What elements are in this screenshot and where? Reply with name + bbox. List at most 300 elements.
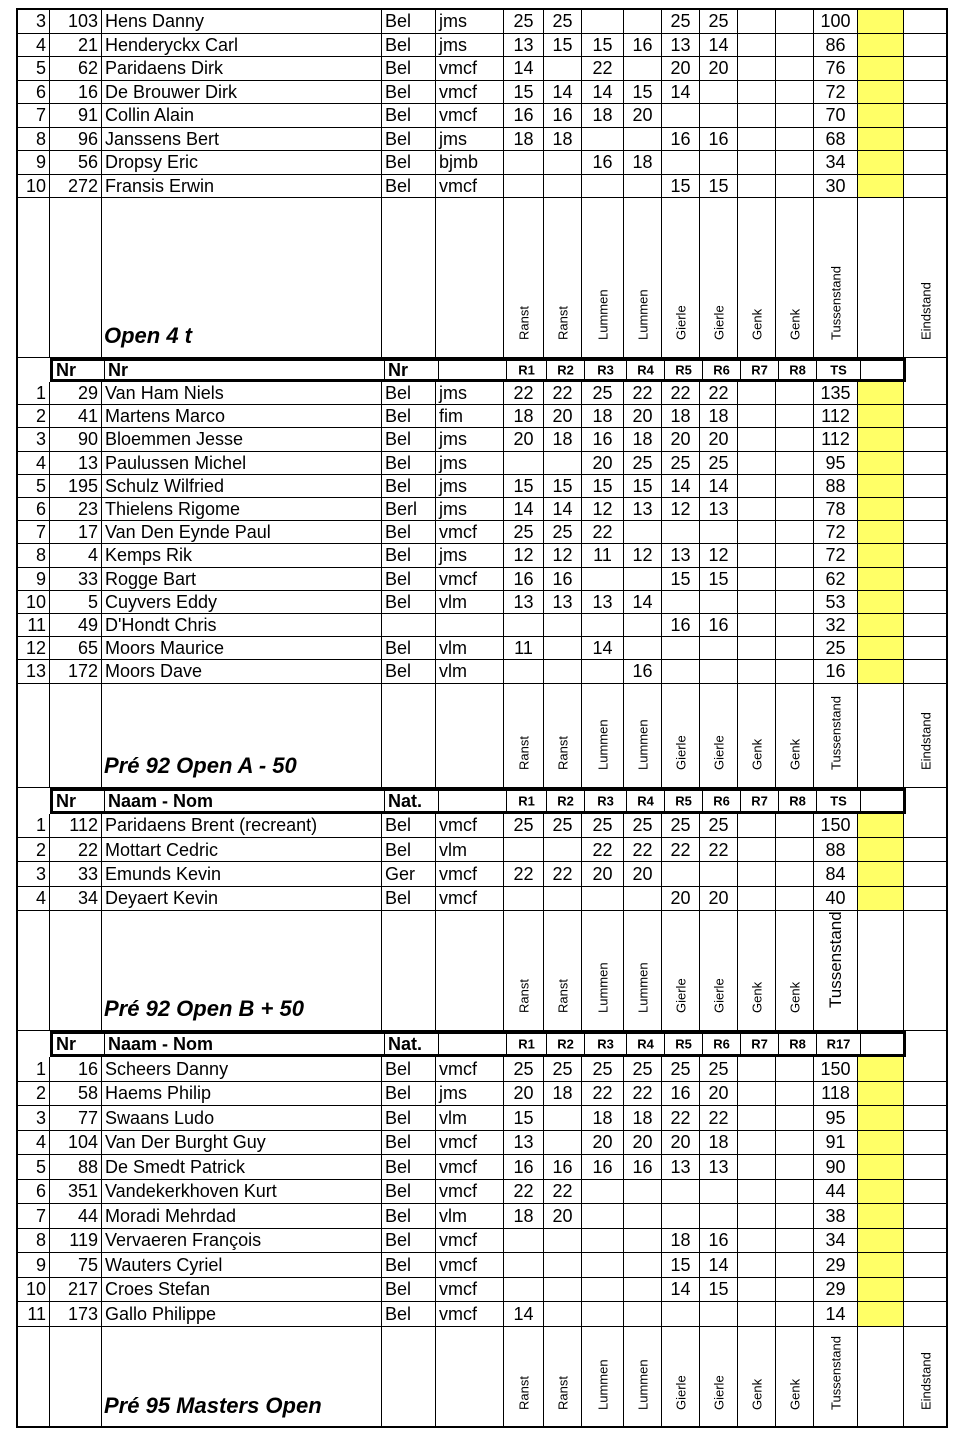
header-nr-text: Nr xyxy=(56,361,77,379)
row-cell-final xyxy=(904,660,948,682)
row-cell-nat xyxy=(382,57,436,80)
row-cell-r4 xyxy=(624,57,662,80)
row-cell-name xyxy=(102,1057,382,1081)
row-cell-highlight xyxy=(858,1155,904,1179)
row-cell-r2 xyxy=(544,57,582,80)
row-cell-rank-text: 1 xyxy=(35,383,46,404)
row-cell-r6 xyxy=(700,382,738,404)
row-cell-r3 xyxy=(582,568,624,590)
row-cell-rank-text: 6 xyxy=(35,81,46,102)
title-cell-highlight xyxy=(858,198,904,357)
row-cell-ts-text: 53 xyxy=(825,591,846,612)
row-cell-ts-text: 34 xyxy=(825,1230,846,1251)
row-cell-r5 xyxy=(662,1302,700,1326)
row-cell-nr-text: 119 xyxy=(69,1230,98,1251)
row-cell-nr-text: 29 xyxy=(77,383,98,404)
header-r6 xyxy=(703,361,741,379)
row-cell-r2 xyxy=(544,637,582,659)
row-cell-r2-text: 25 xyxy=(552,1058,573,1079)
row-cell-r6 xyxy=(700,1302,738,1326)
row-cell-club-text: vmcf xyxy=(439,1058,477,1079)
row-cell-r5 xyxy=(662,544,700,566)
row-cell-r5 xyxy=(662,1180,700,1204)
row-cell-r7 xyxy=(738,1229,776,1253)
venue-label: Ranst xyxy=(516,306,531,340)
row-cell-nat-text: Bel xyxy=(385,1107,412,1128)
row-cell-r3-text: 18 xyxy=(592,406,613,427)
row-cell-rank xyxy=(18,1278,50,1302)
row-cell-r8 xyxy=(776,521,814,543)
row-cell-nat xyxy=(382,104,436,127)
row-cell-name-text: Scheers Danny xyxy=(105,1058,229,1079)
row-cell-final xyxy=(904,1253,948,1277)
row-cell-r1 xyxy=(504,34,544,57)
row-cell-club-text: vmcf xyxy=(439,864,477,885)
row-cell-rank xyxy=(18,34,50,57)
row-cell-r3 xyxy=(582,1302,624,1326)
header-name xyxy=(105,791,385,811)
title-cell-r4 xyxy=(624,198,662,357)
row-cell-rank xyxy=(18,568,50,590)
row-cell-r5-text: 20 xyxy=(670,888,691,909)
row-cell-r3-text: 15 xyxy=(592,34,613,55)
row-cell-r6-text: 18 xyxy=(708,406,729,427)
row-cell-r5 xyxy=(662,128,700,151)
venue-label: Genk xyxy=(749,1378,764,1410)
row-cell-nr-text: 173 xyxy=(67,1303,98,1324)
row-cell-r6 xyxy=(700,838,738,861)
row-cell-r8 xyxy=(776,614,814,636)
tussenstand-label: Tussenstand xyxy=(828,266,843,340)
row-cell-r6-text: 15 xyxy=(708,1279,729,1300)
row-cell-r1-text: 20 xyxy=(513,429,534,450)
row-cell-r6-text: 12 xyxy=(708,545,729,566)
table-row xyxy=(18,428,946,451)
row-cell-r6 xyxy=(700,887,738,910)
row-cell-r5 xyxy=(662,428,700,450)
row-cell-club xyxy=(436,862,504,885)
row-cell-ts-text: 62 xyxy=(825,568,846,589)
header-r5 xyxy=(665,361,703,379)
row-cell-r8 xyxy=(776,637,814,659)
row-cell-r3 xyxy=(582,34,624,57)
row-cell-r1-text: 22 xyxy=(513,864,534,885)
row-cell-r3 xyxy=(582,1082,624,1106)
header-row xyxy=(50,788,906,814)
row-cell-r2 xyxy=(544,104,582,127)
header-r6-text: R6 xyxy=(713,793,730,809)
row-cell-r1-text: 14 xyxy=(513,58,534,79)
title-cell-nat xyxy=(382,684,436,787)
row-cell-r6-text: 14 xyxy=(708,1254,729,1275)
row-cell-nat xyxy=(382,1106,436,1130)
row-cell-ts xyxy=(814,175,858,198)
row-cell-nr-text: 34 xyxy=(77,888,98,909)
row-cell-r2-text: 22 xyxy=(552,383,573,404)
row-cell-rank xyxy=(18,591,50,613)
table-row xyxy=(18,1302,946,1327)
row-cell-club xyxy=(436,57,504,80)
row-cell-club-text: vmcf xyxy=(439,1254,477,1275)
row-cell-name xyxy=(102,660,382,682)
row-cell-r4-text: 25 xyxy=(632,815,653,836)
row-cell-nr xyxy=(50,175,102,198)
table-row xyxy=(18,1253,946,1278)
row-cell-rank-text: 9 xyxy=(35,568,46,589)
row-cell-highlight xyxy=(858,452,904,474)
title-cell-r3 xyxy=(582,1327,624,1427)
venue-label: Lummen xyxy=(595,962,610,1014)
row-cell-r1 xyxy=(504,568,544,590)
row-cell-nat xyxy=(382,34,436,57)
title-cell-r1 xyxy=(504,1327,544,1427)
row-cell-nat-text: Bel xyxy=(385,128,412,149)
row-cell-nat-text: Berl xyxy=(385,499,418,520)
row-cell-r4 xyxy=(624,862,662,885)
row-cell-r4-text: 20 xyxy=(632,864,653,885)
row-cell-nr-text: 33 xyxy=(77,864,98,885)
row-cell-rank xyxy=(18,1082,50,1106)
row-cell-r8 xyxy=(776,498,814,520)
row-cell-ts-text: 68 xyxy=(825,128,846,149)
row-cell-nr xyxy=(50,1155,102,1179)
row-cell-r2-text: 14 xyxy=(552,81,573,102)
row-cell-rank-text: 7 xyxy=(35,105,46,126)
row-cell-r6-text: 13 xyxy=(708,499,729,520)
row-cell-r1 xyxy=(504,887,544,910)
row-cell-r6-text: 14 xyxy=(708,475,729,496)
title-cell-highlight xyxy=(858,1327,904,1427)
row-cell-r1-text: 14 xyxy=(513,499,534,520)
row-cell-r5-text: 25 xyxy=(670,11,691,32)
row-cell-nr-text: 75 xyxy=(77,1254,98,1275)
table-row xyxy=(18,1082,946,1107)
venue-label: Lummen xyxy=(595,1359,610,1410)
row-cell-ts xyxy=(814,1302,858,1326)
row-cell-r7 xyxy=(738,1131,776,1155)
row-cell-name xyxy=(102,128,382,151)
row-cell-nat xyxy=(382,1057,436,1081)
row-cell-r4 xyxy=(624,838,662,861)
row-cell-nr xyxy=(50,637,102,659)
row-cell-r6 xyxy=(700,1106,738,1130)
row-cell-nat-text: Bel xyxy=(385,522,412,543)
row-cell-r1 xyxy=(504,614,544,636)
row-cell-club-text: vmcf xyxy=(439,888,477,909)
row-cell-final xyxy=(904,10,948,33)
row-cell-club xyxy=(436,544,504,566)
row-cell-ts-text: 90 xyxy=(825,1156,846,1177)
header-r2 xyxy=(547,791,585,811)
row-cell-highlight xyxy=(858,10,904,33)
row-cell-r7 xyxy=(738,1155,776,1179)
row-cell-nat xyxy=(382,1204,436,1228)
title-cell-nat xyxy=(382,198,436,357)
row-cell-r1-text: 15 xyxy=(513,81,534,102)
row-cell-r1-text: 25 xyxy=(513,815,534,836)
row-cell-rank xyxy=(18,81,50,104)
row-cell-r7 xyxy=(738,1057,776,1081)
row-cell-r2 xyxy=(544,660,582,682)
row-cell-ts xyxy=(814,382,858,404)
row-cell-name xyxy=(102,1180,382,1204)
row-cell-club-text: jms xyxy=(439,429,467,450)
row-cell-r2-text: 13 xyxy=(552,591,573,612)
title-cell-nat xyxy=(382,1327,436,1427)
row-cell-club-text: jms xyxy=(439,499,467,520)
row-cell-r5 xyxy=(662,452,700,474)
row-cell-ts xyxy=(814,475,858,497)
header-r4 xyxy=(627,791,665,811)
row-cell-rank xyxy=(18,151,50,174)
row-cell-r6 xyxy=(700,151,738,174)
row-cell-r7 xyxy=(738,452,776,474)
row-cell-name-text: Schulz Wilfried xyxy=(105,475,225,496)
row-cell-ts xyxy=(814,10,858,33)
row-cell-final xyxy=(904,814,948,837)
row-cell-r3 xyxy=(582,544,624,566)
row-cell-name-text: De Brouwer Dirk xyxy=(105,81,238,102)
row-cell-r5-text: 14 xyxy=(670,81,691,102)
row-cell-r4 xyxy=(624,452,662,474)
row-cell-nr xyxy=(50,1253,102,1277)
row-cell-rank-text: 3 xyxy=(35,429,46,450)
title-cell-final xyxy=(904,1327,948,1427)
header-r1-text: R1 xyxy=(518,1036,535,1052)
row-cell-r2 xyxy=(544,521,582,543)
row-cell-ts-text: 30 xyxy=(825,175,846,196)
table-row xyxy=(18,568,946,591)
row-cell-rank-text: 4 xyxy=(35,452,46,473)
row-cell-nat-text: Bel xyxy=(385,568,412,589)
row-cell-nr-text: 195 xyxy=(67,475,98,496)
row-cell-r5-text: 25 xyxy=(670,452,691,473)
row-cell-rank xyxy=(18,1131,50,1155)
row-cell-r1 xyxy=(504,637,544,659)
table-row xyxy=(18,544,946,567)
row-cell-r4 xyxy=(624,814,662,837)
row-cell-r4 xyxy=(624,1253,662,1277)
row-cell-r5 xyxy=(662,81,700,104)
row-cell-nr xyxy=(50,838,102,861)
header-club xyxy=(439,1034,507,1054)
row-cell-r6 xyxy=(700,1057,738,1081)
row-cell-ts xyxy=(814,151,858,174)
row-cell-nr xyxy=(50,475,102,497)
venue-label: Genk xyxy=(749,738,764,770)
row-cell-r6-text: 14 xyxy=(708,34,729,55)
row-cell-r5-text: 22 xyxy=(670,839,691,860)
title-cell-nr xyxy=(50,684,102,787)
row-cell-nat-text: Bel xyxy=(385,175,412,196)
row-cell-name-text: Bloemmen Jesse xyxy=(105,429,244,450)
header-r8 xyxy=(779,791,817,811)
venue-label: Ranst xyxy=(555,306,570,340)
row-cell-r4-text: 22 xyxy=(632,383,653,404)
row-cell-r2-text: 22 xyxy=(552,1181,573,1202)
title-cell-r5 xyxy=(662,1327,700,1427)
title-cell-highlight xyxy=(858,684,904,787)
row-cell-r5-text: 14 xyxy=(670,1279,691,1300)
row-cell-r5 xyxy=(662,1278,700,1302)
title-cell-club xyxy=(436,911,504,1030)
title-cell-r2 xyxy=(544,198,582,357)
row-cell-nat-text: Bel xyxy=(385,1303,412,1324)
row-cell-nat-text: Bel xyxy=(385,1156,412,1177)
row-cell-r8 xyxy=(776,1082,814,1106)
row-cell-final xyxy=(904,1278,948,1302)
table-row xyxy=(18,10,946,34)
venue-label: Ranst xyxy=(555,735,570,770)
row-cell-name-text: Croes Stefan xyxy=(105,1279,211,1300)
row-cell-r8 xyxy=(776,151,814,174)
row-cell-r3 xyxy=(582,81,624,104)
row-cell-r2 xyxy=(544,838,582,861)
header-nr xyxy=(53,1034,105,1054)
header-r2-text: R2 xyxy=(557,793,574,809)
row-cell-r6-text: 16 xyxy=(708,128,729,149)
row-cell-r4 xyxy=(624,887,662,910)
row-cell-name-text: Janssens Bert xyxy=(105,128,220,149)
row-cell-final xyxy=(904,1155,948,1179)
row-cell-highlight xyxy=(858,475,904,497)
row-cell-rank-text: 12 xyxy=(25,638,46,659)
row-cell-r5 xyxy=(662,591,700,613)
row-cell-nr-text: 16 xyxy=(77,81,98,102)
row-cell-name-text: Haems Philip xyxy=(105,1083,212,1104)
row-cell-r5-text: 12 xyxy=(670,499,691,520)
table-row xyxy=(18,1131,946,1156)
row-cell-name-text: De Smedt Patrick xyxy=(105,1156,246,1177)
row-cell-r5-text: 25 xyxy=(670,1058,691,1079)
row-cell-r6-text: 20 xyxy=(708,1083,729,1104)
row-cell-rank xyxy=(18,521,50,543)
row-cell-r7 xyxy=(738,544,776,566)
row-cell-nr xyxy=(50,544,102,566)
row-cell-ts xyxy=(814,568,858,590)
row-cell-club-text: jms xyxy=(439,128,467,149)
row-cell-r1-text: 13 xyxy=(513,591,534,612)
row-cell-nr xyxy=(50,57,102,80)
row-cell-nr-text: 21 xyxy=(77,34,98,55)
row-cell-ts-text: 118 xyxy=(821,1083,850,1104)
row-cell-r3-text: 11 xyxy=(593,545,612,566)
row-cell-club xyxy=(436,1204,504,1228)
row-cell-nat-text: Bel xyxy=(385,11,412,32)
row-cell-final xyxy=(904,1204,948,1228)
tussenstand-label: Tussenstand xyxy=(825,911,845,1009)
row-cell-final xyxy=(904,498,948,520)
row-cell-r5 xyxy=(662,498,700,520)
row-cell-r1 xyxy=(504,405,544,427)
row-cell-name-text: Hens Danny xyxy=(105,11,205,32)
row-cell-r3 xyxy=(582,104,624,127)
row-cell-r3 xyxy=(582,660,624,682)
row-cell-name xyxy=(102,104,382,127)
row-cell-r3-text: 16 xyxy=(592,1156,613,1177)
row-cell-r1 xyxy=(504,1278,544,1302)
row-cell-r2-text: 18 xyxy=(552,1083,573,1104)
venue-label: Gierle xyxy=(673,978,688,1014)
row-cell-r3 xyxy=(582,1229,624,1253)
row-cell-nat-text: Bel xyxy=(385,152,412,173)
row-cell-name xyxy=(102,614,382,636)
row-cell-nr-text: 44 xyxy=(77,1205,98,1226)
row-cell-r1-text: 13 xyxy=(513,34,534,55)
row-cell-name-text: Mottart Cedric xyxy=(105,839,219,860)
header-r6 xyxy=(703,1034,741,1054)
venue-label: Gierle xyxy=(711,734,726,770)
row-cell-ts-text: 72 xyxy=(825,545,846,566)
row-cell-r5 xyxy=(662,175,700,198)
row-cell-r1 xyxy=(504,1302,544,1326)
row-cell-r3 xyxy=(582,128,624,151)
row-cell-club-text: jms xyxy=(439,452,467,473)
row-cell-club-text: vmcf xyxy=(439,81,477,102)
table-row xyxy=(18,128,946,152)
row-cell-nat-text: Bel xyxy=(385,839,412,860)
header-r7-text: R7 xyxy=(751,793,768,809)
row-cell-final xyxy=(904,81,948,104)
header-row xyxy=(50,1031,906,1057)
row-cell-name xyxy=(102,814,382,837)
row-cell-rank xyxy=(18,1229,50,1253)
row-cell-name xyxy=(102,1155,382,1179)
row-cell-final xyxy=(904,57,948,80)
header-name xyxy=(105,1034,385,1054)
row-cell-r6-text: 15 xyxy=(708,568,729,589)
row-cell-highlight xyxy=(858,1302,904,1326)
row-cell-highlight xyxy=(858,887,904,910)
row-cell-highlight xyxy=(858,34,904,57)
row-cell-r5 xyxy=(662,814,700,837)
row-cell-r6 xyxy=(700,104,738,127)
row-cell-club-text: vlm xyxy=(439,1107,467,1128)
row-cell-rank-text: 7 xyxy=(35,1205,46,1226)
row-cell-r8 xyxy=(776,104,814,127)
row-cell-r4 xyxy=(624,1082,662,1106)
row-cell-rank-text: 10 xyxy=(25,175,46,196)
title-cell-r7 xyxy=(738,684,776,787)
row-cell-name-text: Collin Alain xyxy=(105,105,195,126)
venue-label: Ranst xyxy=(516,735,531,770)
row-cell-r1 xyxy=(504,544,544,566)
row-cell-final xyxy=(904,887,948,910)
row-cell-ts xyxy=(814,521,858,543)
row-cell-r4-text: 18 xyxy=(632,152,653,173)
row-cell-r1-text: 15 xyxy=(513,475,534,496)
table-row xyxy=(18,814,946,838)
header-club xyxy=(439,361,507,379)
title-cell-r7 xyxy=(738,911,776,1030)
row-cell-r4 xyxy=(624,1229,662,1253)
row-cell-name-text: Wauters Cyriel xyxy=(105,1254,223,1275)
row-cell-club-text: vmcf xyxy=(439,1132,477,1153)
row-cell-r7 xyxy=(738,34,776,57)
row-cell-nr xyxy=(50,151,102,174)
row-cell-nr xyxy=(50,34,102,57)
row-cell-r3-text: 22 xyxy=(592,522,613,543)
row-cell-final xyxy=(904,1302,948,1326)
title-cell-club xyxy=(436,198,504,357)
row-cell-r1 xyxy=(504,498,544,520)
row-cell-r6 xyxy=(700,614,738,636)
row-cell-r8 xyxy=(776,1057,814,1081)
row-cell-club-text: vmcf xyxy=(439,1156,477,1177)
row-cell-r4-text: 20 xyxy=(632,1132,653,1153)
row-cell-r6 xyxy=(700,10,738,33)
row-cell-r2 xyxy=(544,452,582,474)
